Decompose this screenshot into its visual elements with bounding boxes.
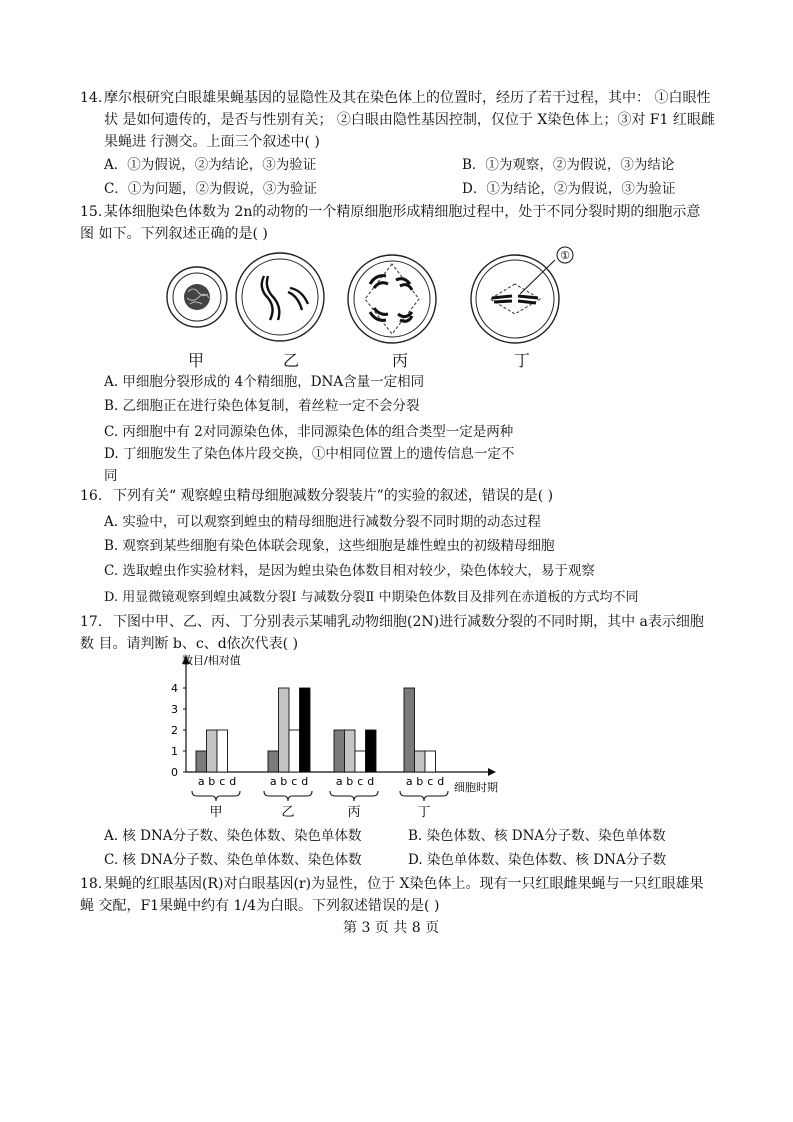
q14-stem-line-2: 状 是如何遗传的，是否与性别有关； ②白眼由隐性基因控制，仅位于 X染色体上；③对 F1 红眼雌 [104, 112, 715, 128]
q17-stem-line-2: 数 目。请判断 b、c、d依次代表( ) [80, 636, 299, 652]
bar-c [425, 751, 436, 772]
category-label: 甲 [209, 805, 223, 820]
bar-letter-label: d [301, 775, 309, 788]
q14-option-c: C．①为问题，②为假说，③为验证 [104, 181, 317, 197]
y-tick-label: 1 [171, 745, 178, 758]
bar-c [289, 730, 300, 772]
bar-d [300, 688, 311, 772]
bar-a [334, 730, 345, 772]
q15-option-d: D. 丁细胞发生了染色体片段交换，①中相同位置上的遗传信息一定不 [104, 446, 515, 462]
cell-marker-label: ① [560, 249, 570, 262]
q16-stem-line-1: 下列有关“ 观察蝗虫精母细胞减数分裂装片”的实验的叙述，错误的是( ) [113, 488, 554, 504]
q17-option-c: C. 核 DNA分子数、染色单体数、染色体数 [104, 852, 362, 868]
q15-option-a: A. 甲细胞分裂形成的 4个精细胞，DNA含量一定相同 [104, 374, 425, 390]
q16-number: 16. [80, 488, 103, 504]
bar-b [279, 688, 290, 772]
bar-letter-label: c [219, 775, 226, 788]
y-tick-label: 0 [171, 766, 178, 779]
q14-option-b: B．①为观察，②为假说，③为结论 [462, 157, 675, 173]
q15-option-c: C. 丙细胞中有 2对同源染色体，非同源染色体的组合类型一定是两种 [104, 424, 514, 440]
q17-stem-line-1: 下图中甲、乙、丙、丁分别表示某哺乳动物细胞(2N)进行减数分裂的不同时期，其中 a表示细胞 [113, 614, 704, 630]
x-axis-arrow [488, 768, 496, 776]
q14-stem-line-3: 果蝇进 行测交。上面三个叙述中( ) [104, 134, 320, 150]
bar-letter-label: a [405, 775, 413, 788]
category-label: 丙 [347, 805, 361, 820]
y-tick-label: 2 [171, 724, 178, 737]
q15-number: 15. [80, 204, 103, 220]
bar-a [404, 688, 415, 772]
bar-letter-label: b [280, 775, 288, 788]
cell-bing [348, 255, 436, 343]
bar-letter-label: d [437, 775, 445, 788]
category-brace [330, 791, 378, 801]
category-label: 乙 [281, 805, 295, 820]
page-footer: 第 3 页 共 8 页 [343, 920, 440, 936]
bar-a [268, 751, 279, 772]
q15-option-b: B. 乙细胞正在进行染色体复制，着丝粒一定不会分裂 [104, 398, 420, 414]
bar-letter-label: c [357, 775, 364, 788]
cell-yi [236, 253, 324, 341]
q16-option-a: A. 实验中，可以观察到蝗虫的精母细胞进行减数分裂不同时期的动态过程 [104, 514, 541, 530]
bar-letter-label: b [208, 775, 216, 788]
y-tick-label: 4 [171, 682, 178, 695]
x-axis-label: 细胞时期 [454, 781, 498, 794]
q16-option-d: D. 用显微镜观察到蝗虫减数分裂Ⅰ 与减数分裂Ⅱ 中期染色体数目及排列在赤道板的方式均不同 [104, 590, 639, 605]
bar-chart [160, 654, 520, 824]
category-brace [192, 791, 240, 801]
q17-option-a: A. 核 DNA分子数、染色体数、染色单体数 [104, 828, 362, 844]
y-tick-label: 3 [171, 703, 178, 716]
bar-letter-label: a [197, 775, 205, 788]
bar-letter-label: b [346, 775, 354, 788]
q14-option-d: D．①为结论，②为假说，③为验证 [462, 181, 676, 197]
cell-jia [167, 267, 227, 327]
bar-c [217, 730, 228, 772]
y-axis-label: 数目/相对值 [182, 654, 241, 667]
cell-label-jia: 甲 [188, 351, 205, 370]
q18-stem-line-2: 蝇 交配，F1果蝇中约有 1/4为白眼。下列叙述错误的是( ) [80, 898, 440, 914]
category-brace [400, 791, 448, 801]
q17-option-d: D. 染色单体数、染色体数、核 DNA分子数 [408, 852, 667, 868]
bar-b [415, 751, 426, 772]
bar-a [196, 751, 207, 772]
bar-letter-label: b [416, 775, 424, 788]
cell-ding [471, 247, 573, 343]
bar-b [345, 730, 356, 772]
bar-d [366, 730, 377, 772]
cell-label-ding: 丁 [514, 351, 531, 370]
category-label: 丁 [417, 805, 431, 820]
q15-option-d-continued: 同 [104, 468, 118, 484]
q17-option-b: B. 染色体数、核 DNA分子数、染色单体数 [408, 828, 666, 844]
bar-b [207, 730, 218, 772]
bar-letter-label: d [229, 775, 237, 788]
q16-option-b: B. 观察到某些细胞有染色体联会现象，这些细胞是雄性蝗虫的初级精母细胞 [104, 538, 555, 554]
bar-letter-label: c [427, 775, 434, 788]
q15-stem-line-2: 图 如下。下列叙述正确的是( ) [80, 226, 268, 242]
bar-c [355, 751, 366, 772]
q14-option-a: A．①为假说，②为结论，③为验证 [104, 157, 317, 173]
q17-number: 17. [80, 614, 103, 630]
q14-stem-line-1: 摩尔根研究白眼雄果蝇基因的显隐性及其在染色体上的位置时，经历了若干过程，其中： ①白眼性 [104, 90, 711, 106]
bar-letter-label: c [291, 775, 298, 788]
q18-stem-line-1: 果蝇的红眼基因(R)对白眼基因(r)为显性，位于 X染色体上。现有一只红眼雌果蝇与一只红眼雄果 [104, 876, 704, 892]
q16-option-c: C. 选取蝗虫作实验材料，是因为蝗虫染色体数目相对较少，染色体较大，易于观察 [104, 563, 595, 579]
bar-letter-label: d [367, 775, 375, 788]
cell-label-bing: 丙 [392, 351, 409, 370]
cell-label-yi: 乙 [283, 351, 300, 370]
q18-number: 18. [80, 876, 103, 892]
category-brace [264, 791, 312, 801]
bar-letter-label: a [269, 775, 277, 788]
q14-number: 14. [80, 90, 103, 106]
q15-stem-line-1: 某体细胞染色体数为 2n的动物的一个精原细胞形成精细胞过程中，处于不同分裂时期的细胞示意 [104, 204, 701, 220]
bar-letter-label: a [335, 775, 343, 788]
